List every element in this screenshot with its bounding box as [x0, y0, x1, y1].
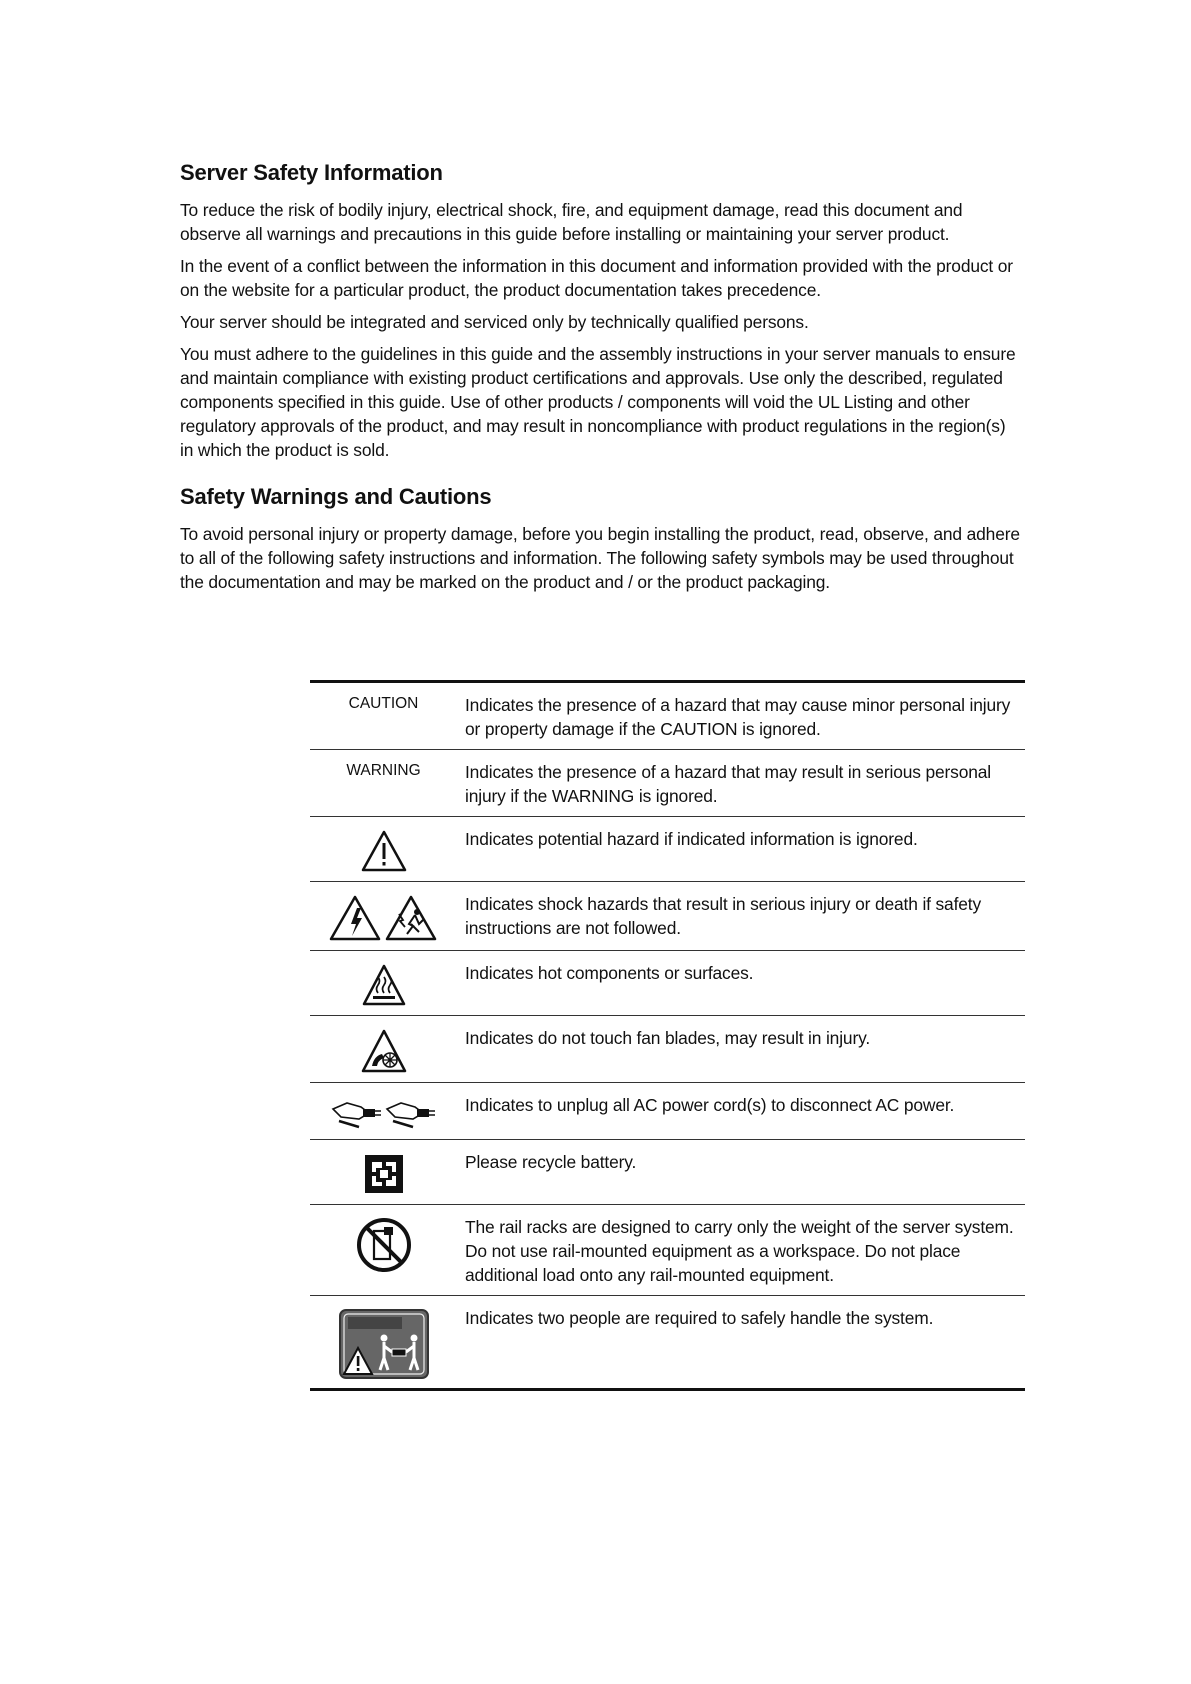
document-page — [180, 160, 1020, 602]
shock-hazard-icon — [329, 894, 439, 942]
table-row — [310, 1205, 1025, 1296]
table-row — [310, 1140, 1025, 1205]
symbol-description: Indicates hot components or surfaces. — [457, 951, 1025, 1016]
paragraph: To reduce the risk of bodily injury, electrical shock, fire, and equipment damage, read this document and observe all warnings and precautions in this guide before installing or maintaining your server product. — [180, 200, 963, 244]
symbol-description: Indicates the presence of a hazard that may result in serious personal injury if the WARNING is ignored. — [457, 750, 1025, 817]
symbol-description: Indicates shock hazards that result in serious injury or death if safety instructions are not followed. — [457, 882, 1025, 951]
paragraph: You must adhere to the guidelines in this guide and the assembly instructions in your server manuals to ensure and maintain compliance with existing product certifications and approvals. Use only the described, regulated components specified in this guide. Use of other products / components will void the UL Listing and other regulatory approvals of the product, and may result in noncompliance with product regulations in the region(s) in which the product is sold. — [180, 344, 1016, 460]
hot-surface-icon — [361, 963, 407, 1007]
recycle-battery-icon — [362, 1152, 406, 1196]
table-row — [310, 1296, 1025, 1390]
symbol-description: Indicates two people are required to safely handle the system. — [465, 1308, 934, 1328]
table-row — [310, 1016, 1025, 1083]
symbol-description: Indicates do not touch fan blades, may result in injury. — [457, 1016, 1025, 1083]
section-heading-server-safety: Server Safety Information — [180, 160, 443, 185]
symbol-description: Indicates potential hazard if indicated information is ignored. — [457, 817, 1025, 882]
unplug-power-icon — [329, 1095, 439, 1131]
table-row — [310, 1083, 1025, 1140]
paragraph: Your server should be integrated and serviced only by technically qualified persons. — [180, 312, 809, 332]
caution-label: CAUTION — [310, 682, 457, 750]
paragraph: In the event of a conflict between the information in this document and information provided with the product or on the website for a particular product, the product documentation takes precedence. — [180, 256, 1013, 300]
no-load-icon — [356, 1217, 412, 1273]
table-row — [310, 750, 1025, 817]
section-heading-warnings: Safety Warnings and Cautions — [180, 484, 492, 509]
table-row — [310, 817, 1025, 882]
safety-symbols-table — [310, 680, 1025, 1391]
table-row — [310, 951, 1025, 1016]
warning-label: WARNING — [310, 750, 457, 817]
table-row — [310, 682, 1025, 750]
symbol-description: The rail racks are designed to carry only the weight of the server system. Do not use rail-mounted equipment as a workspace. Do not place additional load onto any rail-mounted equipment. — [457, 1205, 1025, 1296]
general-hazard-icon — [360, 829, 408, 873]
symbol-description: Please recycle battery. — [457, 1140, 1025, 1205]
two-person-lift-icon — [338, 1308, 430, 1380]
symbol-description: Indicates the presence of a hazard that may cause minor personal injury or property damage if the CAUTION is ignored. — [457, 682, 1025, 750]
paragraph: To avoid personal injury or property damage, before you begin installing the product, read, observe, and adhere to all of the following safety instructions and information. The following safety symbols may be used throughout the documentation and may be marked on the product and / or the product packaging. — [180, 524, 1020, 592]
table-row — [310, 882, 1025, 951]
symbol-description: Indicates to unplug all AC power cord(s) to disconnect AC power. — [457, 1083, 1025, 1140]
fan-blade-icon — [360, 1028, 408, 1074]
